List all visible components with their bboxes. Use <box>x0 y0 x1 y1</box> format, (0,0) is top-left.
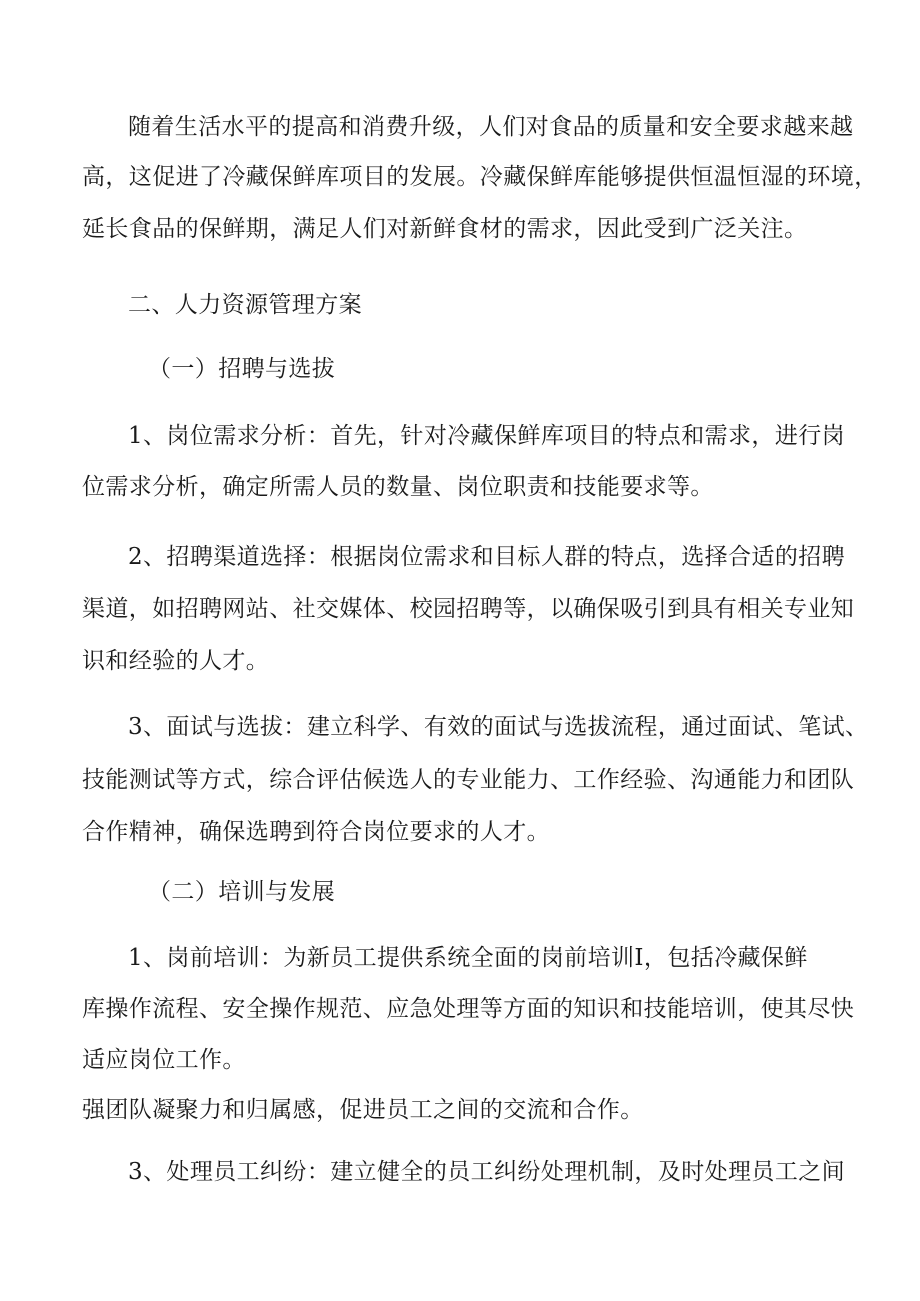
body-text-line: 渠道，如招聘网站、社交媒体、校园招聘等，以确保吸引到具有相关专业知 <box>82 596 855 622</box>
body-text-line: 3、处理员工纠纷：建立健全的员工纠纷处理机制，及时处理员工之间 <box>128 1159 846 1185</box>
body-text-line: 适应岗位工作。 <box>82 1047 246 1073</box>
body-text-line: 1、岗前培训：为新员工提供系统全面的岗前培训I，包括冷藏保鲜 <box>128 945 808 971</box>
body-text-line: 延长食品的保鲜期，满足人们对新鲜食材的需求，因此受到广泛关注。 <box>82 216 808 242</box>
body-text-line: 合作精神，确保选聘到符合岗位要求的人才。 <box>82 819 550 845</box>
body-text-line: 技能测试等方式，综合评估候选人的专业能力、工作经验、沟通能力和团队 <box>82 767 855 793</box>
body-text-line: 识和经验的人才。 <box>82 648 270 674</box>
body-text-line: 2、招聘渠道选择：根据岗位需求和目标人群的特点，选择合适的招聘 <box>128 544 846 570</box>
body-text-line: 3、面试与选拔：建立科学、有效的面试与选拔流程，通过面试、笔试、 <box>128 714 869 740</box>
subsection-heading: （一）招聘与选拔 <box>148 356 336 382</box>
body-text-line: 位需求分析，确定所需人员的数量、岗位职责和技能要求等。 <box>82 474 714 500</box>
body-text-line: 强团队凝聚力和归属感，促进员工之间的交流和合作。 <box>82 1097 644 1123</box>
body-text-line: 高，这促进了冷藏保鲜库项目的发展。冷藏保鲜库能够提供恒温恒湿的环境， <box>82 164 878 190</box>
section-heading: 二、人力资源管理方案 <box>128 292 362 318</box>
subsection-heading: （二）培训与发展 <box>148 879 336 905</box>
body-text-line: 随着生活水平的提高和消费升级，人们对食品的质量和安全要求越来越 <box>128 114 854 140</box>
body-text-line: 库操作流程、安全操作规范、应急处理等方面的知识和技能培训，使其尽快 <box>82 996 855 1022</box>
body-text-line: 1、岗位需求分析：首先，针对冷藏保鲜库项目的特点和需求，进行岗 <box>128 423 846 449</box>
